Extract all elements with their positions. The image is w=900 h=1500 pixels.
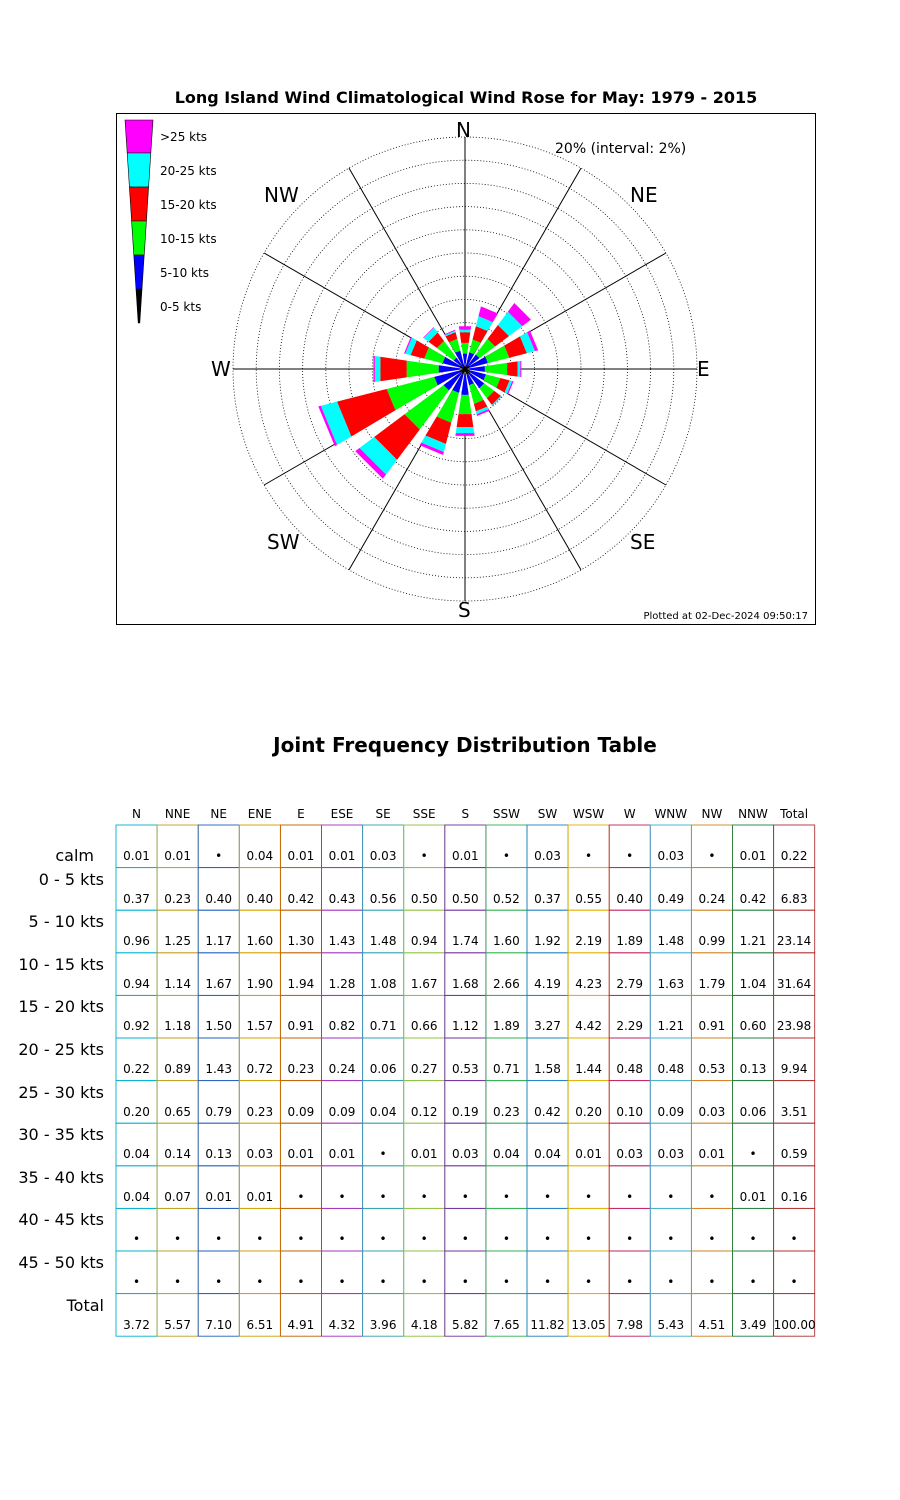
table-cell: 0.10 xyxy=(616,1104,644,1119)
table-cell: 1.21 xyxy=(657,1019,685,1034)
column-header-e: E xyxy=(297,807,305,821)
table-cell: 0.01 xyxy=(739,849,767,863)
legend-label-gt25: >25 kts xyxy=(160,130,208,144)
table-cell: 0.92 xyxy=(123,1019,150,1034)
legend-label-20-25: 20-25 kts xyxy=(160,164,217,178)
table-cell: • xyxy=(379,1147,387,1162)
table-cell: 4.19 xyxy=(534,976,561,991)
table-cell: 3.96 xyxy=(369,1317,397,1332)
table-cell: • xyxy=(502,1189,510,1204)
table-cell: • xyxy=(174,1275,182,1289)
table-cell: 0.03 xyxy=(534,849,561,863)
table-cell: 0.03 xyxy=(246,1147,274,1162)
table-cell: 2.29 xyxy=(616,1019,644,1034)
row-label: 0 - 5 kts xyxy=(38,869,104,889)
table-cell: 1.08 xyxy=(369,976,397,991)
table-cell: 1.50 xyxy=(205,1019,233,1034)
table-cell: 0.37 xyxy=(534,891,561,906)
row-label: calm xyxy=(55,846,94,865)
table-cell: 0.01 xyxy=(575,1147,602,1162)
table-cell: 0.09 xyxy=(657,1104,685,1119)
table-cell: 0.04 xyxy=(246,849,274,863)
table-cell: 1.17 xyxy=(205,934,233,949)
table-cell: 7.10 xyxy=(205,1317,233,1332)
table-cell: • xyxy=(215,1232,223,1247)
table-title: Joint Frequency Distribution Table xyxy=(273,733,657,757)
wedge-w-15-20-kts xyxy=(380,357,406,381)
table-cell: 0.23 xyxy=(164,891,191,906)
compass-label-sw: SW xyxy=(267,530,300,554)
row-label: 35 - 40 kts xyxy=(18,1167,104,1187)
table-cell: 1.90 xyxy=(246,976,274,991)
table-cell: 1.89 xyxy=(616,934,644,949)
compass-label-w: W xyxy=(211,357,231,381)
wedge-e-10-15-kts xyxy=(485,363,507,375)
table-cell: • xyxy=(626,1275,634,1289)
table-cell: 1.94 xyxy=(287,976,315,991)
table-cell: 1.74 xyxy=(451,934,479,949)
table-cell: 0.14 xyxy=(164,1147,191,1162)
table-cell: • xyxy=(585,1189,593,1204)
table-cell: • xyxy=(585,1275,593,1289)
table-cell: 0.89 xyxy=(164,1062,191,1076)
table-cell: • xyxy=(749,1275,757,1289)
table-cell: 1.57 xyxy=(246,1019,274,1034)
table-cell: 0.72 xyxy=(246,1062,274,1076)
chart-title: Long Island Wind Climatological Wind Rose for May: 1979 - 2015 xyxy=(174,88,758,107)
table-cell: 0.06 xyxy=(369,1062,397,1076)
table-cell: 0.55 xyxy=(575,891,602,906)
table-cell: 0.49 xyxy=(657,891,685,906)
column-header-w: W xyxy=(623,807,636,821)
table-cell: 2.66 xyxy=(493,976,520,991)
column-header-ese: ESE xyxy=(330,807,354,821)
column-header-ene: ENE xyxy=(247,807,272,821)
legend-swatch-5-10-kts xyxy=(134,255,144,289)
table-cell: 0.04 xyxy=(534,1147,561,1162)
table-cell: 4.18 xyxy=(410,1317,438,1332)
legend-label-5-10: 5-10 kts xyxy=(160,266,209,280)
row-label: Total xyxy=(66,1295,104,1315)
table-cell: • xyxy=(132,1232,141,1247)
table-cell: 0.94 xyxy=(123,976,150,991)
table-cell: 0.24 xyxy=(698,891,726,906)
table-cell: 0.01 xyxy=(328,849,356,863)
table-cell: 9.94 xyxy=(780,1062,808,1076)
table-cell: 0.56 xyxy=(369,891,397,906)
table-cell: 0.03 xyxy=(698,1104,726,1119)
table-cell: 1.60 xyxy=(493,934,520,949)
legend-swatch-20-25-kts xyxy=(127,153,151,187)
table-cell: 0.52 xyxy=(493,891,520,906)
table-cell: 1.14 xyxy=(164,976,191,991)
table-cell: 0.22 xyxy=(123,1062,150,1076)
table-cell: 0.23 xyxy=(246,1104,274,1119)
table-cell: 0.20 xyxy=(575,1104,602,1119)
column-header-ne: NE xyxy=(210,807,227,821)
wedge-s--25-kts xyxy=(455,433,474,436)
wedge-n-10-15-kts xyxy=(461,343,469,354)
table-cell: 0.50 xyxy=(451,891,479,906)
table-cell: 1.43 xyxy=(328,934,356,949)
table-cell: 0.91 xyxy=(698,1019,726,1034)
table-cell: • xyxy=(379,1232,387,1247)
table-cell: • xyxy=(338,1189,346,1204)
wedge-w--25-kts xyxy=(373,356,374,382)
column-header-nw: NW xyxy=(701,807,723,821)
table-cell: 1.25 xyxy=(164,934,191,949)
table-cell: • xyxy=(132,1275,141,1289)
table-cell: 0.07 xyxy=(164,1189,191,1204)
wedge-n-15-20-kts xyxy=(460,332,471,343)
column-header-se: SE xyxy=(375,807,391,821)
table-cell: • xyxy=(215,1275,223,1289)
table-cell: 1.28 xyxy=(328,976,356,991)
table-cell: • xyxy=(502,849,510,863)
table-cell: • xyxy=(626,1189,634,1204)
table-cell: • xyxy=(708,849,716,863)
table-cell: 0.06 xyxy=(739,1104,767,1119)
table-cell: • xyxy=(420,1232,428,1247)
table-cell: • xyxy=(256,1232,264,1247)
column-header-ssw: SSW xyxy=(492,807,520,821)
table-cell: 0.23 xyxy=(493,1104,520,1119)
row-label: 45 - 50 kts xyxy=(18,1253,104,1272)
table-cell: • xyxy=(338,1275,346,1289)
table-cell: 0.79 xyxy=(205,1104,233,1119)
table-cell: • xyxy=(790,1275,798,1289)
wedge-s-20-25-kts xyxy=(456,427,474,433)
wedge-s-10-15-kts xyxy=(459,395,472,414)
table-cell: • xyxy=(174,1232,182,1247)
table-cell: 0.24 xyxy=(328,1062,356,1076)
table-cell: • xyxy=(420,849,428,863)
compass-label-e: E xyxy=(697,357,710,381)
table-cell: 0.01 xyxy=(410,1147,438,1162)
table-cell: 0.16 xyxy=(780,1189,808,1204)
row-label: 20 - 25 kts xyxy=(18,1040,104,1059)
table-cell: 0.40 xyxy=(616,891,644,906)
table-cell: • xyxy=(256,1275,264,1289)
table-cell: 0.60 xyxy=(739,1019,767,1034)
table-cell: 3.72 xyxy=(123,1317,150,1332)
table-cell: 1.63 xyxy=(657,976,685,991)
table-cell: • xyxy=(667,1275,675,1289)
table-cell: 0.13 xyxy=(205,1147,233,1162)
legend-label-10-15: 10-15 kts xyxy=(160,232,217,246)
table-cell: 0.82 xyxy=(328,1019,356,1034)
table-cell: 4.51 xyxy=(698,1317,726,1332)
table-cell: 0.37 xyxy=(123,891,150,906)
table-cell: 0.01 xyxy=(164,849,191,863)
table-cell: 0.42 xyxy=(534,1104,561,1119)
table-cell: • xyxy=(215,849,223,863)
table-cell: 1.21 xyxy=(739,934,767,949)
table-cell: 2.79 xyxy=(616,976,644,991)
table-cell: 0.20 xyxy=(123,1104,150,1119)
table-cell: 0.03 xyxy=(616,1147,644,1162)
table-cell: • xyxy=(749,1147,757,1162)
table-cell: 1.44 xyxy=(575,1062,602,1076)
table-cell: 1.89 xyxy=(493,1019,520,1034)
table-cell: • xyxy=(297,1189,305,1204)
table-cell: 13.05 xyxy=(571,1317,606,1332)
table-cell: 0.03 xyxy=(451,1147,479,1162)
wedge-e--25-kts xyxy=(520,361,521,377)
table-cell: 0.59 xyxy=(780,1147,808,1162)
table-cell: • xyxy=(543,1275,552,1289)
table-cell: 0.04 xyxy=(123,1147,150,1162)
table-cell: 0.66 xyxy=(410,1019,438,1034)
table-cell: 31.64 xyxy=(776,976,812,991)
table-cell: 1.92 xyxy=(534,934,561,949)
table-cell: • xyxy=(461,1232,469,1247)
wedge-n-20-25-kts xyxy=(459,330,470,333)
table-cell: 1.04 xyxy=(739,976,767,991)
table-cell: • xyxy=(502,1232,510,1247)
table-cell: 0.04 xyxy=(369,1104,397,1119)
table-cell: • xyxy=(667,1232,675,1247)
table-cell: • xyxy=(461,1275,469,1289)
table-cell: 0.03 xyxy=(369,849,397,863)
table-cell: 0.50 xyxy=(410,891,438,906)
table-cell: 1.30 xyxy=(287,934,315,949)
table-cell: • xyxy=(708,1189,716,1204)
table-cell: 0.71 xyxy=(493,1062,520,1076)
table-cell: • xyxy=(543,1232,552,1247)
table-cell: 2.19 xyxy=(575,934,602,949)
table-cell: 0.99 xyxy=(698,934,726,949)
table-cell: • xyxy=(461,1189,469,1204)
compass-label-ne: NE xyxy=(630,183,658,207)
table-cell: 0.03 xyxy=(657,1147,685,1162)
table-cell: 6.83 xyxy=(780,891,808,906)
table-cell: 5.43 xyxy=(657,1317,685,1332)
table-cell: 1.12 xyxy=(451,1019,479,1034)
legend-swatch-0-5-kts xyxy=(136,289,142,323)
table-cell: 7.98 xyxy=(616,1317,644,1332)
ring-scale-label: 20% (interval: 2%) xyxy=(555,141,687,157)
table-cell: 0.42 xyxy=(287,891,315,906)
table-cell: 1.67 xyxy=(205,976,233,991)
table-cell: 1.48 xyxy=(369,934,397,949)
table-cell: 7.65 xyxy=(493,1317,520,1332)
table-cell: • xyxy=(667,1189,675,1204)
table-cell: 23.98 xyxy=(776,1019,812,1034)
table-cell: 3.49 xyxy=(739,1317,767,1332)
compass-label-s: S xyxy=(458,598,471,622)
row-label: 5 - 10 kts xyxy=(28,912,104,932)
wedge-w-10-15-kts xyxy=(407,361,439,378)
legend-swatch-15-20-kts xyxy=(129,187,148,221)
row-label: 40 - 45 kts xyxy=(18,1210,104,1230)
legend-label-0-5: 0-5 kts xyxy=(160,300,202,314)
table-cell: 23.14 xyxy=(776,934,812,949)
table-cell: 0.01 xyxy=(287,1147,315,1162)
table-cell: 1.68 xyxy=(451,976,479,991)
wedge-s-15-20-kts xyxy=(457,414,474,427)
column-header-nnw: NNW xyxy=(738,807,768,821)
table-cell: • xyxy=(338,1232,346,1247)
table-cell: 4.42 xyxy=(575,1019,602,1034)
wedge-w-20-25-kts xyxy=(375,356,381,382)
wedge-e-15-20-kts xyxy=(507,361,517,376)
wedge-n--25-kts xyxy=(459,326,471,329)
table-cell: • xyxy=(585,849,593,863)
table-cell: • xyxy=(420,1189,428,1204)
table-cell: 0.01 xyxy=(328,1147,356,1162)
table-cell: 3.51 xyxy=(780,1104,808,1119)
table-cell: 0.27 xyxy=(410,1062,438,1076)
legend-label-15-20: 15-20 kts xyxy=(160,198,217,212)
row-label: 15 - 20 kts xyxy=(18,997,104,1017)
column-header-sse: SSE xyxy=(412,807,436,821)
column-header-n: N xyxy=(132,807,141,821)
table-cell: 11.82 xyxy=(530,1317,565,1332)
table-cell: 0.01 xyxy=(451,849,479,863)
table-cell: • xyxy=(379,1275,387,1289)
table-cell: 4.23 xyxy=(575,976,602,991)
table-cell: 0.53 xyxy=(698,1062,726,1076)
table-cell: 0.65 xyxy=(164,1104,191,1119)
column-header-wsw: WSW xyxy=(572,807,605,821)
table-cell: 1.43 xyxy=(205,1062,233,1076)
wedge-e-20-25-kts xyxy=(518,361,521,377)
column-header-s: S xyxy=(461,807,470,821)
row-label: 25 - 30 kts xyxy=(18,1082,104,1102)
table-cell: 0.22 xyxy=(780,849,808,863)
table-cell: • xyxy=(749,1232,757,1247)
table-cell: 1.60 xyxy=(246,934,274,949)
table-cell: • xyxy=(297,1275,305,1289)
table-cell: 0.48 xyxy=(657,1062,685,1076)
table-cell: 0.40 xyxy=(246,891,274,906)
table-cell: 0.12 xyxy=(410,1104,438,1119)
table-cell: 4.91 xyxy=(287,1317,315,1332)
table-cell: 0.71 xyxy=(369,1019,397,1034)
table-cell: 0.01 xyxy=(205,1189,233,1204)
table-cell: 0.96 xyxy=(123,934,150,949)
table-cell: • xyxy=(297,1232,305,1247)
table-cell: • xyxy=(790,1232,798,1247)
table-cell: 100.00 xyxy=(773,1317,816,1332)
legend-swatch--25-kts xyxy=(125,120,153,153)
column-header-sw: SW xyxy=(537,807,558,821)
compass-label-se: SE xyxy=(630,530,656,554)
table-cell: 0.09 xyxy=(328,1104,356,1119)
table-cell: • xyxy=(420,1275,428,1289)
column-header-total: Total xyxy=(780,807,809,821)
table-cell: 0.04 xyxy=(123,1189,150,1204)
table-cell: 0.40 xyxy=(205,891,233,906)
table-cell: 6.51 xyxy=(246,1317,274,1332)
table-cell: • xyxy=(626,1232,634,1247)
table-cell: 0.01 xyxy=(739,1189,767,1204)
table-cell: • xyxy=(708,1275,716,1289)
table-cell: 0.91 xyxy=(287,1019,315,1034)
table-cell: 0.13 xyxy=(739,1062,767,1076)
compass-label-n: N xyxy=(456,118,471,142)
table-cell: 1.48 xyxy=(657,934,685,949)
table-cell: 0.19 xyxy=(451,1104,479,1119)
table-cell: 0.42 xyxy=(739,891,767,906)
table-cell: 0.48 xyxy=(616,1062,644,1076)
table-cell: 0.23 xyxy=(287,1062,315,1076)
table-cell: 0.94 xyxy=(410,934,438,949)
table-cell: 0.09 xyxy=(287,1104,315,1119)
column-header-wnw: WNW xyxy=(654,807,688,821)
table-cell: 0.04 xyxy=(493,1147,520,1162)
table-cell: 0.01 xyxy=(123,849,150,863)
table-cell: 5.82 xyxy=(451,1317,479,1332)
table-cell: • xyxy=(626,849,634,863)
table-cell: 4.32 xyxy=(328,1317,356,1332)
plotted-timestamp: Plotted at 02-Dec-2024 09:50:17 xyxy=(643,611,808,622)
table-cell: 1.18 xyxy=(164,1019,191,1034)
table-cell: • xyxy=(585,1232,593,1247)
table-cell: 0.03 xyxy=(657,849,685,863)
table-cell: • xyxy=(708,1232,716,1247)
column-header-nne: NNE xyxy=(164,807,191,821)
table-cell: 0.01 xyxy=(287,849,315,863)
table-cell: 3.27 xyxy=(534,1019,561,1034)
table-cell: 1.79 xyxy=(698,976,726,991)
row-label: 30 - 35 kts xyxy=(18,1125,104,1145)
table-cell: 5.57 xyxy=(164,1317,191,1332)
table-cell: • xyxy=(502,1275,510,1289)
table-cell: 0.53 xyxy=(451,1062,479,1076)
table-cell: 0.01 xyxy=(246,1189,274,1204)
compass-label-nw: NW xyxy=(264,183,299,207)
legend-swatch-10-15-kts xyxy=(132,221,147,255)
table-cell: • xyxy=(379,1189,387,1204)
table-cell: 1.58 xyxy=(534,1062,561,1076)
table-cell: 1.67 xyxy=(410,976,438,991)
table-cell: 0.01 xyxy=(698,1147,726,1162)
row-label: 10 - 15 kts xyxy=(18,954,104,974)
table-cell: 0.43 xyxy=(328,891,356,906)
table-cell: • xyxy=(543,1189,552,1204)
